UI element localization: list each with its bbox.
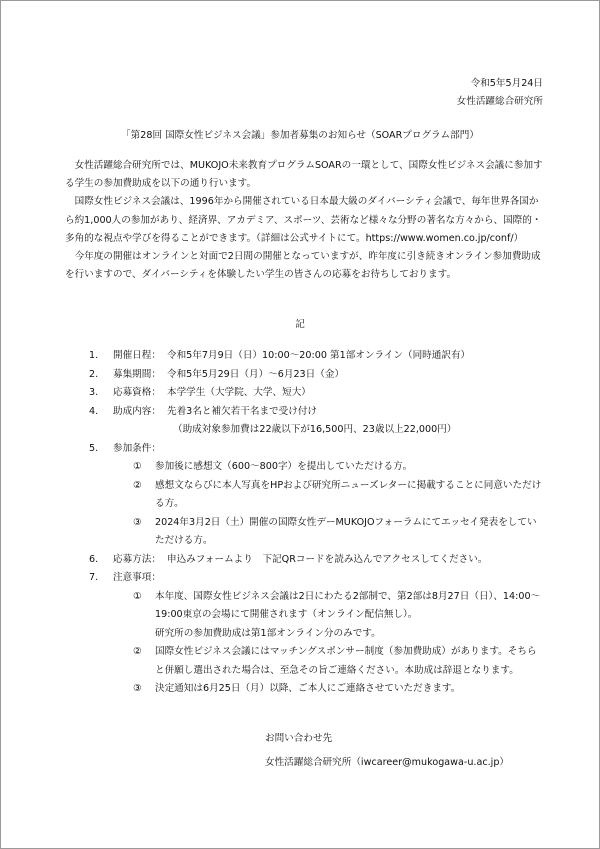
item-number: 5. [89, 442, 99, 454]
condition-text: 感想文ならびに本人写真をHPおよび研究所ニューズレターに掲載することに同意いただける方。 [155, 479, 542, 509]
list-item [89, 440, 559, 459]
ki-heading: 記 [295, 319, 305, 330]
condition-item [89, 477, 559, 514]
list-item [89, 403, 559, 422]
details-list [89, 347, 559, 699]
item-value: 令和5年7月9日（日）10:00～20:00 第1部オンライン（同時通訳有） [167, 350, 471, 361]
list-item [89, 384, 559, 403]
item-value-detail: （助成対象参加費は22歳以下が16,500円、23歳以上22,000円） [173, 424, 457, 435]
condition-text: 2024年3月2日（土）開催の国際女性デーMUKOJOフォーラムにてエッセイ発表をしていただける方。 [155, 516, 537, 546]
note-marker: ① [133, 590, 142, 602]
item-number: 3. [89, 387, 99, 398]
item-number: 4. [89, 405, 99, 417]
note-text: 決定通知は6月25日（月）以降、ご本人にご連絡させていただきます。 [155, 683, 461, 694]
list-item [89, 366, 559, 385]
item-number: 6. [89, 553, 99, 565]
note-item [89, 643, 559, 680]
list-item [89, 569, 559, 588]
issuing-organization: 女性活躍総合研究所 [456, 96, 543, 107]
item-value: 申込みフォームより 下記QRコードを読み込んでアクセスしてください。 [167, 553, 488, 565]
item-value: 令和5年5月29日（月）～6月23日（金） [167, 368, 345, 380]
contact-line: 女性活躍総合研究所（iwcareer@mukogawa-u.ac.jp） [265, 757, 510, 768]
item-value: 本学学生（大学院、大学、短大） [167, 387, 311, 398]
contact-block [265, 727, 509, 775]
list-item-continuation [89, 421, 559, 440]
condition-text: 参加後に感想文（600～800字）を提出していただける方。 [155, 461, 413, 472]
note-text-extra: 研究所の参加費助成は第1部オンライン分のみです。 [155, 627, 381, 639]
intro-paragraph-3: 今年度の開催はオンラインと対面で2日間の開催となっていますが、昨年度に引き続きオンライン参加費助成を行いますので、ダイバーシティを体験したい学生の皆さんの応募をお待ちしております。 [65, 251, 541, 281]
note-item [89, 588, 559, 644]
item-label: 注意事項： [113, 572, 161, 583]
condition-item [89, 514, 559, 551]
item-number: 7. [89, 572, 99, 583]
contact-heading: お問い合わせ先 [265, 733, 333, 744]
condition-marker: ① [133, 461, 142, 472]
item-label: 応募方法： [113, 553, 161, 565]
item-label: 開催日程： [113, 350, 161, 361]
date-block [457, 75, 543, 111]
list-item [89, 347, 559, 366]
item-label: 参加条件： [113, 442, 161, 454]
intro-section [65, 157, 545, 284]
item-label: 募集期間： [113, 368, 161, 380]
condition-marker: ② [133, 479, 142, 491]
note-item [89, 680, 559, 699]
item-number: 1. [89, 350, 99, 361]
list-item [89, 551, 559, 570]
item-label: 応募資格： [113, 387, 161, 398]
item-number: 2. [89, 368, 99, 380]
item-value: 先着3名と補欠若干名まで受け付け [167, 405, 318, 417]
document-title: 「第28回 国際女性ビジネス会議」参加者募集のお知らせ（SOARプログラム部門） [121, 130, 479, 141]
note-text: 本年度、国際女性ビジネス会議は2日にわたる2部制で、第2部は8月27日（日）、14:00～19:00東京の会場にて開催されます（オンライン配信無し）。 [155, 590, 541, 620]
note-marker: ③ [133, 683, 142, 694]
intro-paragraph-1: 女性活躍総合研究所では、MUKOJO未来教育プログラムSOARの一環として、国際女性ビジネス会議に参加する学生の参加費助成を以下の通り行います。 [65, 160, 543, 190]
condition-marker: ③ [133, 516, 142, 528]
item-label: 助成内容： [113, 405, 161, 417]
intro-paragraph-2: 国際女性ビジネス会議は、1996年から開催されている日本最大級のダイバーシティ会議で、毎年世界各国から約1,000人の参加があり、経済界、アカデミア、スポーツ、芸術など様々な分野の著名な方々から、国際的・多角的な視点や学びを得ることができます。（詳細は公式サイトにて。https://www.women.co.jp/conf/） [65, 196, 542, 244]
note-marker: ② [133, 646, 142, 657]
note-text: 国際女性ビジネス会議にはマッチングスポンサー制度（参加費助成）があります。そちらと併願し選出された場合は、至急その旨ご連絡ください。本助成は辞退となります。 [155, 646, 537, 676]
issue-date: 令和5年5月24日 [470, 78, 543, 89]
condition-item [89, 458, 559, 477]
